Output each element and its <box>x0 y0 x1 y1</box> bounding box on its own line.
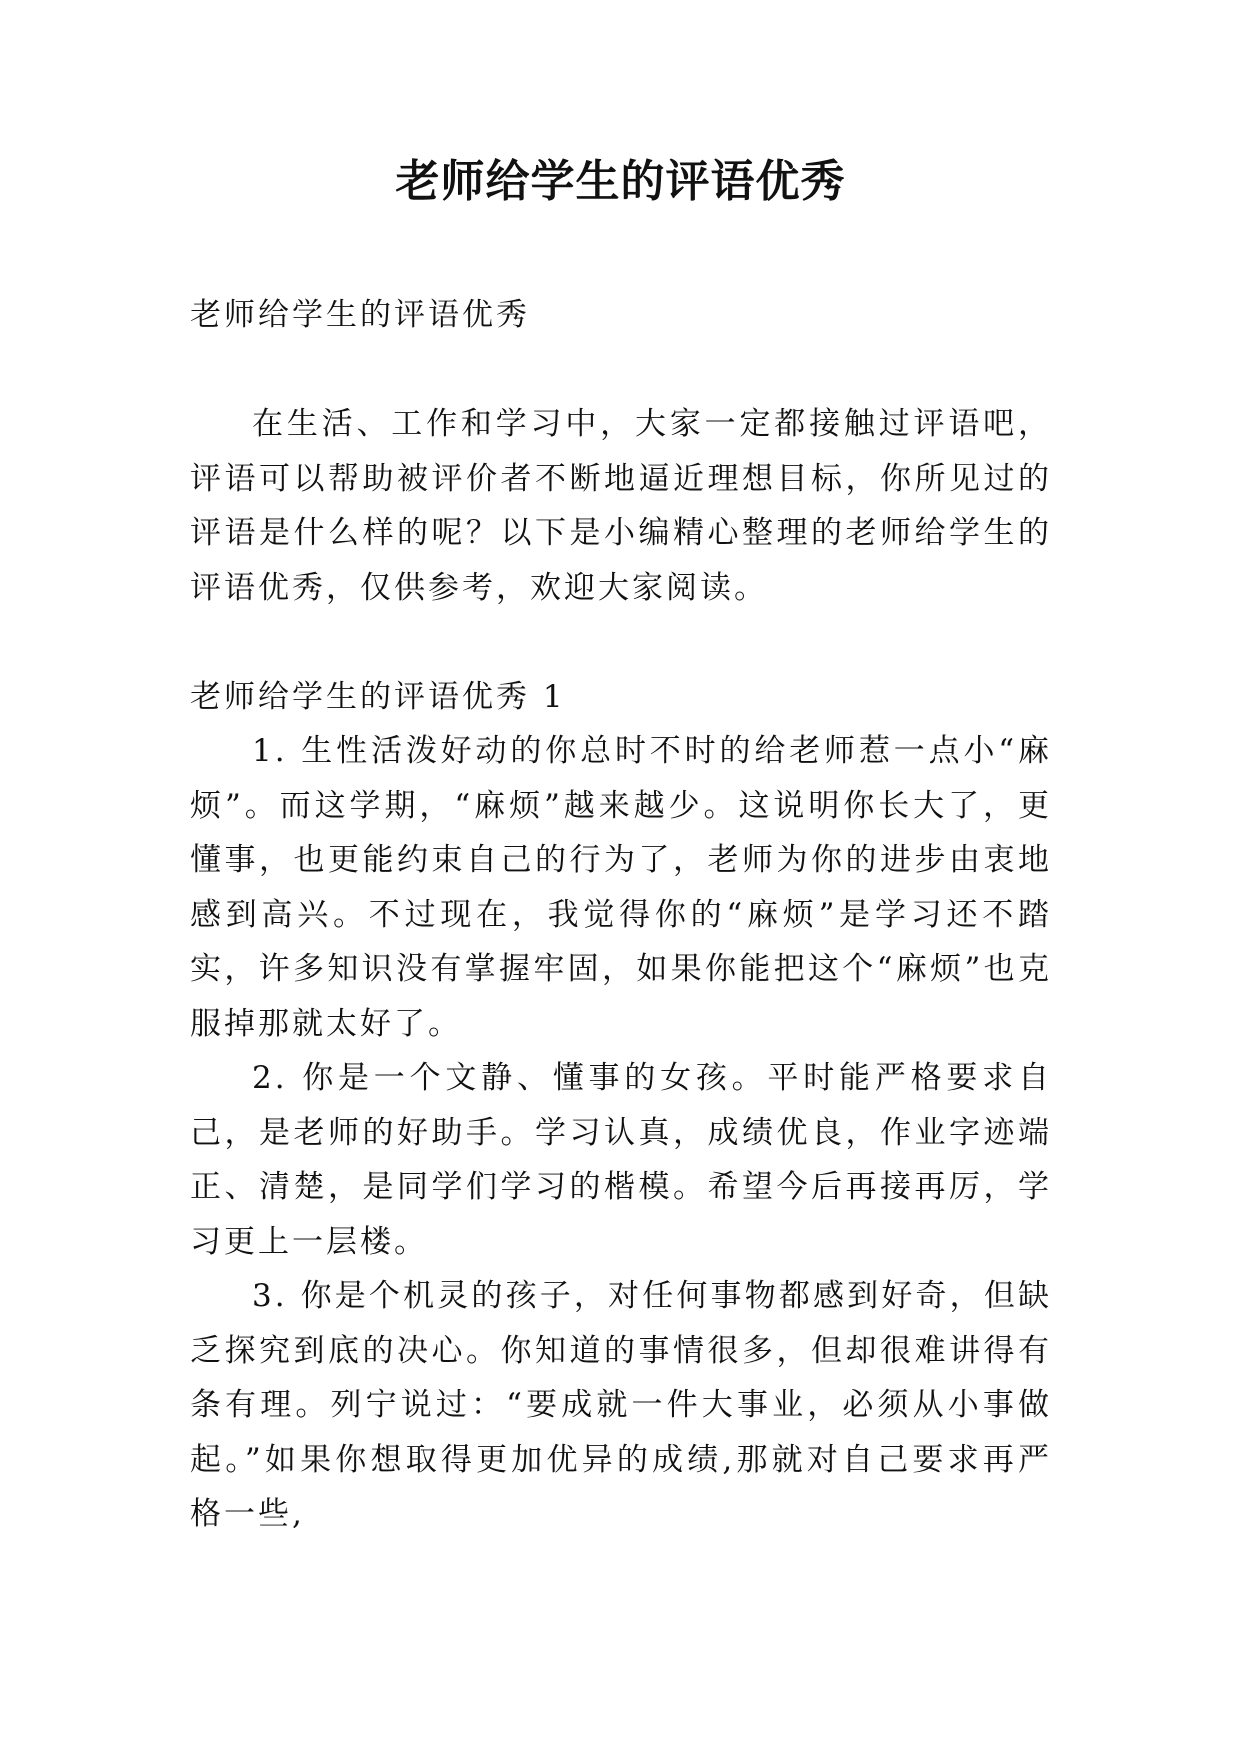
intro-paragraph: 在生活、工作和学习中，大家一定都接触过评语吧，评语可以帮助被评价者不断地逼近理想目标，你所见过的评语是什么样的呢？以下是小编精心整理的老师给学生的评语优秀，仅供参考，欢迎大家阅读。 <box>190 406 1052 606</box>
section-heading: 老师给学生的评语优秀 1 <box>190 678 566 715</box>
document-title: 老师给学生的评语优秀 <box>395 156 846 207</box>
document-subtitle: 老师给学生的评语优秀 <box>190 297 530 333</box>
comment-item-1: 1. 生性活泼好动的你总时不时的给老师惹一点小“麻烦”。而这学期，“麻烦”越来越少。这说明你长大了，更懂事，也更能约束自己的行为了，老师为你的进步由衷地感到高兴。不过现在，我觉得你的“麻烦”是学习还不踏实，许多知识没有掌握牢固，如果你能把这个“麻烦”也克服掉那就太好了。 <box>190 733 1052 1042</box>
comment-item-2: 2. 你是一个文静、懂事的女孩。平时能严格要求自己，是老师的好助手。学习认真，成绩优良，作业字迹端正、清楚，是同学们学习的楷模。希望今后再接再厉，学习更上一层楼。 <box>190 1060 1052 1260</box>
comment-item-3: 3. 你是个机灵的孩子，对任何事物都感到好奇，但缺乏探究到底的决心。你知道的事情很多，但却很难讲得有条有理。列宁说过：“要成就一件大事业，必须从小事做起。”如果你想取得更加优异的成绩,那就对自己要求再严格一些, <box>190 1278 1052 1532</box>
document-body <box>190 288 1052 1542</box>
